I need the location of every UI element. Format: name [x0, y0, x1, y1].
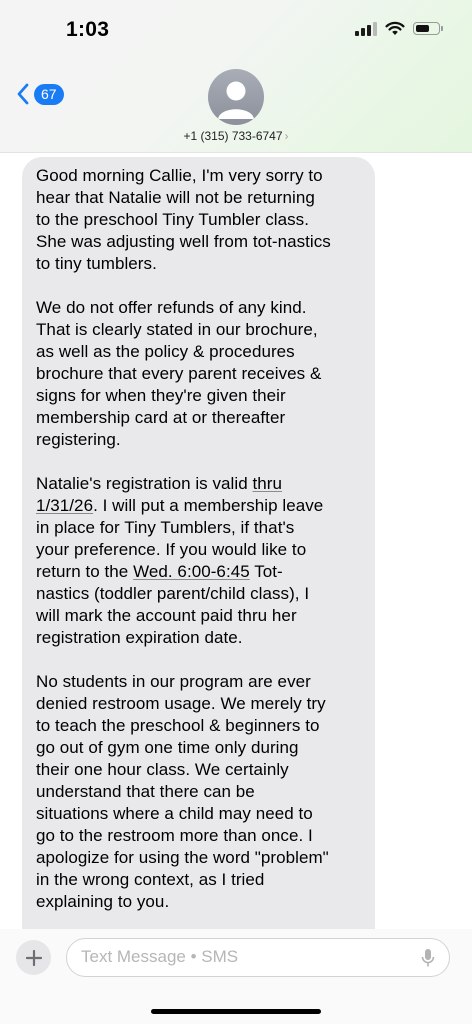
- message-paragraph-3: [36, 473, 363, 649]
- status-icons: [355, 21, 440, 36]
- status-time: 1:03: [66, 18, 110, 41]
- message-paragraph-2: We do not offer refunds of any kind. That is clearly stated in our brochure, as well as the policy & procedures brochure that every parent receives & signs for when they're given their membership card at or thereafter registering.: [36, 298, 322, 449]
- contact-avatar[interactable]: [208, 69, 264, 125]
- home-indicator[interactable]: [151, 1009, 321, 1014]
- signal-icon: [355, 22, 377, 36]
- message-text: . I will put a membership leave in place for Tiny Tumblers, if that's your preference. If you would like to return to the: [36, 496, 324, 581]
- unread-badge: 67: [34, 84, 64, 105]
- battery-icon: [413, 22, 440, 35]
- back-button[interactable]: [16, 82, 64, 106]
- plus-icon: [26, 950, 42, 966]
- wifi-icon: [385, 21, 405, 36]
- contact-number: +1 (315) 733-6747: [183, 129, 283, 143]
- chevron-right-icon: ›: [284, 129, 289, 143]
- message-text: Tot- nastics (toddler parent/child class), I will mark the account paid thru her registration expiration date.: [36, 562, 310, 647]
- message-paragraph-1: Good morning Callie, I'm very sorry to hear that Natalie will not be returning to the preschool Tiny Tumbler class. She was adjusting well from tot-nastics to tiny tumblers.: [36, 166, 331, 273]
- contact-details-link[interactable]: [0, 129, 472, 143]
- message-paragraph-4: No students in our program are ever denied restroom usage. We merely try to teach the preschool & beginners to go out of gym one time only during their one hour class. We certainly understand that there can be situations where a child may need to go to the restroom more than once. I apologize for using the word "problem" in the wrong context, as I tried explaining to you.: [36, 672, 329, 911]
- apps-button[interactable]: [16, 940, 51, 975]
- date-link[interactable]: thru 1/31/26: [36, 474, 282, 515]
- message-text: Natalie's registration is valid: [36, 474, 253, 493]
- message-input-placeholder: Text Message • SMS: [81, 947, 239, 966]
- conversation-header: [0, 0, 472, 153]
- event-time-link[interactable]: Wed. 6:00-6:45: [133, 562, 250, 581]
- contact-avatar-icon: [208, 69, 264, 125]
- received-message-bubble[interactable]: [22, 157, 375, 937]
- microphone-icon[interactable]: [421, 948, 435, 968]
- back-chevron-icon: [16, 82, 30, 106]
- message-input[interactable]: [66, 938, 450, 977]
